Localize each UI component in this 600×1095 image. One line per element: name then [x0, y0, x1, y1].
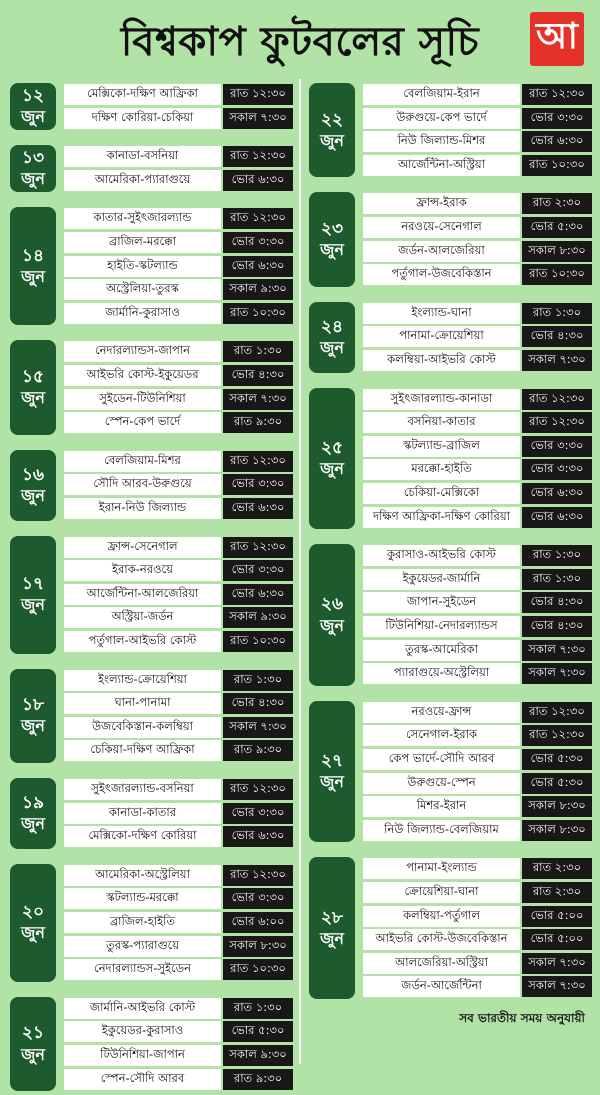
match-teams: ইংল্যান্ড-ক্রোয়েশিয়া — [64, 670, 221, 691]
match-teams: ব্রাজিল-হাইতি — [64, 912, 221, 933]
match-teams: মরক্কো-হাইতি — [363, 459, 520, 480]
date-badge — [309, 192, 355, 286]
match-teams: আর্জেন্টিনা-অস্ট্রিয়া — [363, 155, 520, 176]
date-badge — [10, 997, 56, 1091]
match-time: রাত ১:৩০ — [522, 545, 592, 566]
match-time: রাত ১২:৩০ — [522, 702, 592, 723]
match-time: ভোর ৫:৩০ — [522, 749, 592, 770]
match-teams: বসনিয়া-কাতার — [363, 412, 520, 433]
date-day: ২৬ — [320, 594, 344, 615]
match-time: সকাল ৭:৩০ — [522, 640, 592, 661]
date-badge — [10, 145, 56, 192]
match-time: ভোর ৪:৩০ — [522, 616, 592, 637]
match-teams: প্যারাগুয়ে-অস্ট্রেলিয়া — [363, 663, 520, 684]
date-day: ২৭ — [320, 750, 344, 771]
match-time: ভোর ৩:৩০ — [522, 108, 592, 129]
match-teams: দক্ষিণ কোরিয়া-চেকিয়া — [64, 108, 221, 129]
match-teams: মেক্সিকো-দক্ষিণ কোরিয়া — [64, 826, 221, 847]
match-time: রাত ১:৩০ — [522, 569, 592, 590]
match-teams: পানামা-ইংল্যান্ড — [363, 858, 520, 879]
match-teams: সেনেগাল-ইরাক — [363, 725, 520, 746]
match-time: ভোর ৩:৩০ — [223, 803, 293, 824]
match-time: সকাল ৭:৩০ — [522, 663, 592, 684]
match-day-group — [6, 79, 296, 134]
match-teams: উরুগুয়ে-স্পেন — [363, 773, 520, 794]
match-time: রাত ১২:৩০ — [223, 779, 293, 800]
page-title: বিশ্বকাপ ফুটবলের সূচি — [120, 18, 480, 65]
match-teams: দক্ষিণ আফ্রিকা-দক্ষিণ কোরিয়া — [363, 507, 520, 528]
match-time: ভোর ৬:৩০ — [223, 256, 293, 277]
match-time: ভোর ৫:৩০ — [522, 773, 592, 794]
match-time: ভোর ৬:৩০ — [223, 584, 293, 605]
match-teams: নরওয়ে-সেনেগাল — [363, 217, 520, 238]
match-teams: ইরাক-নরওয়ে — [64, 560, 221, 581]
timezone-note: সব ভারতীয় সময় অনুযায়ী — [459, 1011, 585, 1025]
date-month: জুন — [21, 485, 45, 505]
match-time: সকাল ৭:৩০ — [522, 976, 592, 997]
match-time: সকাল ৭:৩০ — [522, 350, 592, 371]
match-time: রাত ১২:৩০ — [522, 725, 592, 746]
date-month: জুন — [21, 1044, 45, 1064]
match-time: সকাল ৮:৩০ — [522, 796, 592, 817]
match-teams: নেদারল্যান্ডস-জাপান — [64, 341, 221, 362]
date-month: জুন — [21, 388, 45, 408]
match-day-group — [305, 540, 595, 690]
match-teams: জার্মানি-আইভরি কোস্ট — [64, 998, 221, 1019]
match-time: রাত ১:৩০ — [522, 303, 592, 324]
match-time: রাত ১২:৩০ — [223, 537, 293, 558]
match-time: ভোর ৬:৩০ — [522, 483, 592, 504]
match-time: সকাল ৭:৩০ — [223, 108, 293, 129]
match-time: সকাল ৯:৩০ — [223, 607, 293, 628]
match-time: সকাল ৭:৩০ — [223, 717, 293, 738]
date-badge — [10, 83, 56, 130]
date-badge — [309, 302, 355, 373]
match-teams: সুইৎজারল্যান্ড-কানাডা — [363, 389, 520, 410]
match-teams: ক্রোয়েশিয়া-ঘানা — [363, 882, 520, 903]
date-month: জুন — [320, 240, 344, 260]
date-badge — [10, 340, 56, 434]
match-teams: পর্তুগাল-আইভরি কোস্ট — [64, 631, 221, 652]
date-badge — [309, 857, 355, 999]
date-month: জুন — [21, 716, 45, 736]
match-teams: আমেরিকা-প্যারাগুয়ে — [64, 170, 221, 191]
date-day: ১৫ — [21, 366, 45, 387]
match-day-group — [305, 853, 595, 1003]
date-day: ১৯ — [21, 792, 45, 813]
match-time: সকাল ৯:৩০ — [223, 279, 293, 300]
match-time: রাত ১০:৩০ — [223, 959, 293, 980]
match-time: রাত ২:৩০ — [522, 193, 592, 214]
match-time: রাত ১২:৩০ — [223, 451, 293, 472]
match-teams: টিউনিশিয়া-জাপান — [64, 1045, 221, 1066]
match-teams: জর্ডন-আর্জেন্টিনা — [363, 976, 520, 997]
match-teams: আর্জেন্টিনা-আলজেরিয়া — [64, 584, 221, 605]
match-teams: আলজেরিয়া-অস্ট্রিয়া — [363, 953, 520, 974]
match-teams: ইংল্যান্ড-ঘানা — [363, 303, 520, 324]
date-badge — [309, 83, 355, 177]
date-month: জুন — [320, 928, 344, 948]
date-month: জুন — [21, 595, 45, 615]
match-time: ভোর ৫:৩০ — [522, 217, 592, 238]
match-teams: কাতার-সুইৎজারল্যান্ড — [64, 208, 221, 229]
match-day-group — [6, 446, 296, 525]
date-day: ২৪ — [320, 316, 344, 337]
match-teams: কানাডা-কাতার — [64, 803, 221, 824]
match-teams: তুরস্ক-আমেরিকা — [363, 640, 520, 661]
date-day: ১৪ — [21, 245, 45, 266]
match-time: রাত ১০:৩০ — [522, 264, 592, 285]
match-teams: হাইতি-স্কটল্যান্ড — [64, 256, 221, 277]
date-day: ১৩ — [21, 148, 45, 169]
match-teams: স্কটল্যান্ড-মরক্কো — [64, 888, 221, 909]
match-teams: স্পেন-কেপ ভার্দে — [64, 412, 221, 433]
date-day: ১২ — [21, 85, 45, 106]
match-teams: কানাডা-বসনিয়া — [64, 146, 221, 167]
match-time: রাত ১:৩০ — [223, 670, 293, 691]
match-teams: চেকিয়া-মেক্সিকো — [363, 483, 520, 504]
match-teams: আইভরি কোস্ট-উজবেকিস্তান — [363, 929, 520, 950]
date-day: ১৭ — [21, 573, 45, 594]
match-time: ভোর ৬:৩০ — [522, 131, 592, 152]
match-teams: অস্ট্রেলিয়া-তুরস্ক — [64, 279, 221, 300]
match-time: ভোর ৩:৩০ — [223, 888, 293, 909]
date-day: ২৩ — [320, 218, 344, 239]
match-teams: ফ্রান্স-ইরাক — [363, 193, 520, 214]
brand-logo[interactable]: আ — [530, 12, 584, 66]
match-teams: জাপান-সুইডেন — [363, 592, 520, 613]
match-teams: ব্রাজিল-মরক্কো — [64, 232, 221, 253]
match-time: সকাল ৭:৩০ — [522, 953, 592, 974]
date-month: জুন — [320, 130, 344, 150]
match-day-group — [6, 993, 296, 1095]
match-time: ভোর ৫:০০ — [522, 906, 592, 927]
column-divider — [299, 79, 301, 1064]
match-teams: কুরাসাও-আইভরি কোস্ট — [363, 545, 520, 566]
match-time: ভোর ৪:৩০ — [522, 326, 592, 347]
match-time: সকাল ৮:৩০ — [522, 820, 592, 841]
match-teams: বেলজিয়াম-ইরান — [363, 84, 520, 105]
date-month: জুন — [320, 615, 344, 635]
match-teams: পানামা-ক্রোয়েশিয়া — [363, 326, 520, 347]
match-time: ভোর ৩:৩০ — [223, 232, 293, 253]
match-time: ভোর ৬:৩০ — [223, 498, 293, 519]
match-teams: পর্তুগাল-উজবেকিস্তান — [363, 264, 520, 285]
match-teams: টিউনিশিয়া-নেদারল্যান্ডস — [363, 616, 520, 637]
match-time: ভোর ৩:৩০ — [223, 560, 293, 581]
match-teams: ইরান-নিউ জিল্যান্ড — [64, 498, 221, 519]
date-month: জুন — [320, 772, 344, 792]
match-time: ভোর ৫:৩০ — [223, 1021, 293, 1042]
match-teams: নেদারল্যান্ডস-সুইডেন — [64, 959, 221, 980]
match-teams: জার্মানি-কুরাসাও — [64, 303, 221, 324]
match-time: রাত ১:৩০ — [223, 341, 293, 362]
match-teams: বেলজিয়াম-মিশর — [64, 451, 221, 472]
date-badge — [10, 864, 56, 982]
date-badge — [309, 701, 355, 843]
match-day-group — [6, 336, 296, 438]
match-teams: স্কটল্যান্ড-ব্রাজিল — [363, 436, 520, 457]
date-day: ১৬ — [21, 464, 45, 485]
date-month: জুন — [21, 923, 45, 943]
match-teams: আমেরিকা-অস্ট্রেলিয়া — [64, 865, 221, 886]
date-month: জুন — [320, 337, 344, 357]
match-teams: চেকিয়া-দক্ষিণ আফ্রিকা — [64, 740, 221, 761]
match-time: ভোর ৪:৩০ — [522, 592, 592, 613]
date-day: ২১ — [21, 1023, 45, 1044]
match-teams: ঘানা-পানামা — [64, 693, 221, 714]
match-teams: কলম্বিয়া-আইভরি কোস্ট — [363, 350, 520, 371]
match-day-group — [6, 774, 296, 853]
match-time: ভোর ৬:৩০ — [223, 826, 293, 847]
match-time: সকাল ৮:৩০ — [522, 241, 592, 262]
header — [0, 0, 600, 78]
date-badge — [10, 669, 56, 763]
match-time: রাত ১২:৩০ — [223, 84, 293, 105]
match-time: রাত ১০:৩০ — [223, 631, 293, 652]
match-time: রাত ১০:৩০ — [223, 303, 293, 324]
match-teams: কলম্বিয়া-পর্তুগাল — [363, 906, 520, 927]
match-teams: ইকুয়েডর-কুরাসাও — [64, 1021, 221, 1042]
match-time: রাত ৯:৩০ — [223, 1069, 293, 1090]
match-teams: উরুগুয়ে-কেপ ভার্দে — [363, 108, 520, 129]
match-time: রাত ১২:৩০ — [223, 208, 293, 229]
match-time: রাত ১০:৩০ — [522, 155, 592, 176]
date-badge — [10, 536, 56, 654]
date-day: ২৮ — [320, 907, 344, 928]
match-time: সকাল ৭:৩০ — [223, 389, 293, 410]
date-badge — [10, 778, 56, 849]
match-teams: কেপ ভার্দে-সৌদি আরব — [363, 749, 520, 770]
match-time: রাত ১২:৩০ — [522, 84, 592, 105]
match-time: রাত ১:৩০ — [223, 998, 293, 1019]
match-teams: জর্ডন-আলজেরিয়া — [363, 241, 520, 262]
match-teams: মিশর-ইরান — [363, 796, 520, 817]
date-month: জুন — [320, 459, 344, 479]
match-teams: নিউ জিল্যান্ড-মিশর — [363, 131, 520, 152]
date-month: জুন — [21, 107, 45, 127]
match-time: ভোর ৩:৩০ — [522, 459, 592, 480]
match-teams: আইভরি কোস্ট-ইকুয়েডর — [64, 365, 221, 386]
match-time: রাত ১২:৩০ — [223, 146, 293, 167]
date-day: ২০ — [21, 902, 45, 923]
match-time: ভোর ৫:০০ — [522, 929, 592, 950]
match-teams: অস্ট্রিয়া-জর্ডন — [64, 607, 221, 628]
match-teams: নিউ জিল্যান্ড-বেলজিয়াম — [363, 820, 520, 841]
date-day: ২৫ — [320, 437, 344, 458]
match-day-group — [305, 384, 595, 534]
match-teams: সুইডেন-টিউনিশিয়া — [64, 389, 221, 410]
match-time: সকাল ৯:৩০ — [223, 1045, 293, 1066]
match-time: রাত ৯:৩০ — [223, 412, 293, 433]
match-time: ভোর ৪:৩০ — [223, 365, 293, 386]
date-badge — [309, 388, 355, 530]
match-teams: সৌদি আরব-উরুগুয়ে — [64, 474, 221, 495]
match-time: ভোর ৬:৩০ — [223, 170, 293, 191]
match-day-group — [6, 203, 296, 329]
match-day-group — [6, 665, 296, 767]
match-time: ভোর ৬:০০ — [223, 912, 293, 933]
match-teams: তুরস্ক-প্যারাগুয়ে — [64, 936, 221, 957]
match-day-group — [6, 860, 296, 986]
match-time: ভোর ৩:৩০ — [223, 474, 293, 495]
match-time: রাত ২:৩০ — [522, 858, 592, 879]
date-day: ১৮ — [21, 695, 45, 716]
match-day-group — [305, 79, 595, 181]
match-teams: উজবেকিস্তান-কলম্বিয়া — [64, 717, 221, 738]
match-day-group — [305, 697, 595, 847]
match-day-group — [305, 298, 595, 377]
date-badge — [10, 207, 56, 325]
match-time: ভোর ৬:৩০ — [522, 507, 592, 528]
match-teams: নরওয়ে-ফ্রান্স — [363, 702, 520, 723]
date-badge — [10, 450, 56, 521]
match-day-group — [6, 532, 296, 658]
date-month: জুন — [21, 814, 45, 834]
match-time: রাত ১২:৩০ — [223, 865, 293, 886]
date-month: জুন — [21, 267, 45, 287]
date-month: জুন — [21, 169, 45, 189]
match-teams: মেক্সিকো-দক্ষিণ আফ্রিকা — [64, 84, 221, 105]
match-teams: ইকুয়েডর-জার্মানি — [363, 569, 520, 590]
date-day: ২২ — [320, 109, 344, 130]
date-badge — [309, 544, 355, 686]
match-time: ভোর ৪:৩০ — [223, 693, 293, 714]
match-time: রাত ৯:৩০ — [223, 740, 293, 761]
match-time: রাত ১২:৩০ — [522, 389, 592, 410]
match-time: ভোর ৩:৩০ — [522, 436, 592, 457]
match-time: রাত ১২:৩০ — [522, 412, 592, 433]
match-day-group — [305, 188, 595, 290]
match-teams: স্পেন-সৌদি আরব — [64, 1069, 221, 1090]
match-teams: ফ্রান্স-সেনেগাল — [64, 537, 221, 558]
match-time: রাত ২:৩০ — [522, 882, 592, 903]
match-time: সকাল ৮:৩০ — [223, 936, 293, 957]
match-teams: সুইৎজারল্যান্ড-বসনিয়া — [64, 779, 221, 800]
match-day-group — [6, 141, 296, 196]
